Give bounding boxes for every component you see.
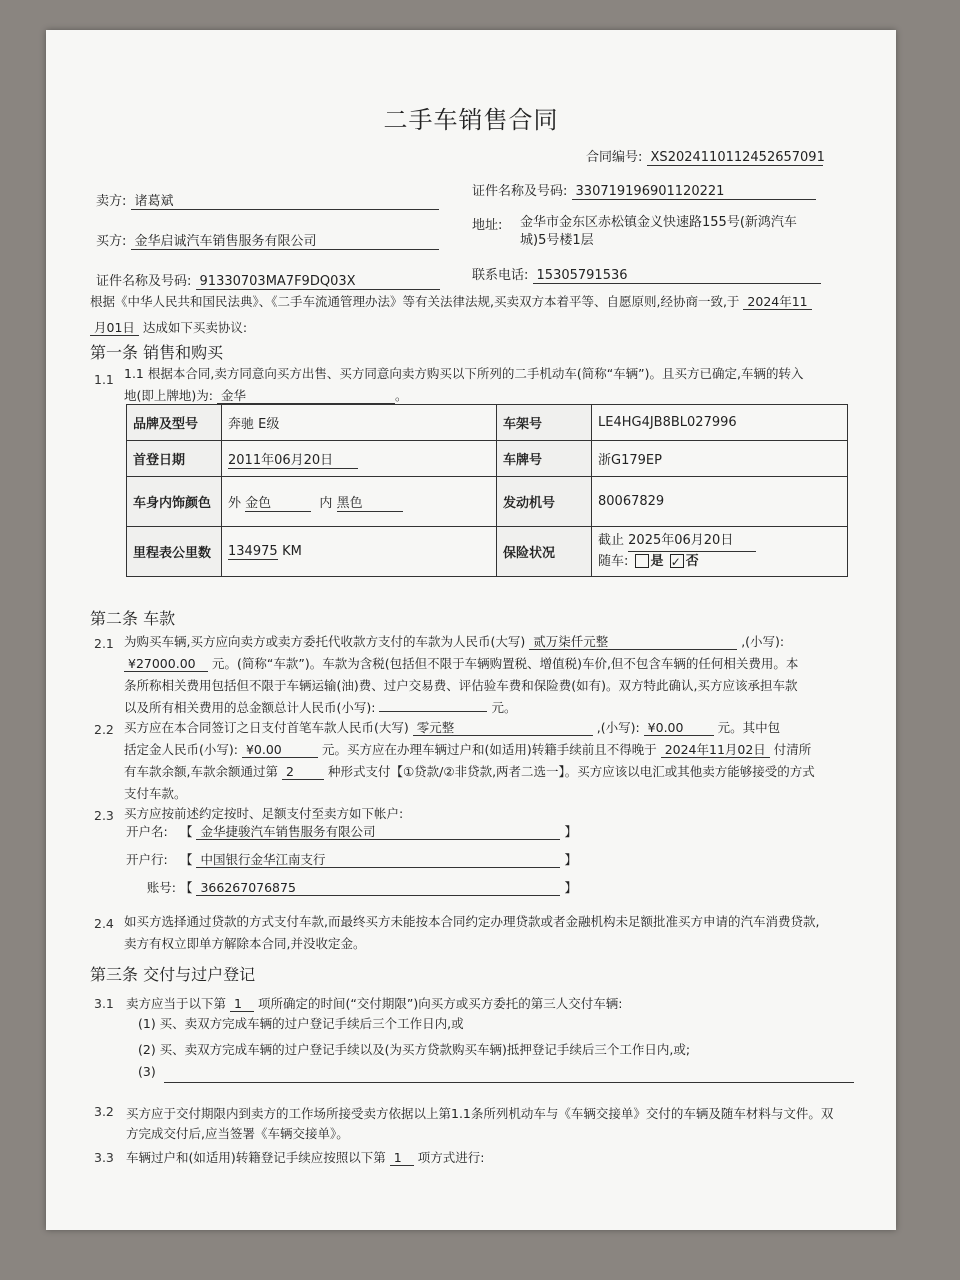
with-car-no-checkbox[interactable]: [670, 554, 684, 568]
mileage-cell: [222, 527, 497, 577]
seller-id-label: 证件名称及号码:: [472, 184, 568, 199]
outer-color: 金色: [245, 492, 311, 512]
clause-2-2-number: 2.2: [94, 722, 114, 737]
clause-2-3-number: 2.3: [94, 808, 114, 823]
clause-2-1-line-1: 为购买车辆,买方应向卖方或卖方委托代收款方支付的车款为人民币(大写) 贰万柒仟元整 ,(小写):: [124, 634, 785, 649]
clause-3-3-number: 3.3: [94, 1150, 114, 1165]
engine-label: 发动机号: [497, 477, 592, 527]
account-bank-row: 开户行: 【 中国银行金华江南支行 】: [126, 852, 577, 867]
insurance-cell: 截止 2025年06月20日 随车: 是 ✓ 否: [592, 527, 848, 577]
address-line-2: 城)5号楼1层: [520, 233, 594, 248]
transfer-option: 1: [390, 1150, 414, 1166]
buyer-name: 金华启诚汽车销售服务有限公司: [131, 234, 439, 250]
mileage-unit: KM: [282, 543, 302, 559]
clause-2-4-line-2: 卖方有权立即单方解除本合同,并没收定金。: [124, 936, 366, 951]
clause-3-3-line-1: 车辆过户和(如适用)转籍登记手续应按照以下第 1 项方式进行:: [126, 1150, 485, 1165]
first-reg-label: 首登日期: [127, 441, 222, 477]
balance-due-date: 2024年11月02日: [661, 742, 770, 758]
brand-value: 奔驰 E级: [222, 405, 497, 441]
clause-1-1-number: 1.1: [94, 372, 114, 387]
engine-value: 80067829: [592, 477, 848, 527]
clause-2-4-line-1: 如买方选择通过贷款的方式支付车款,而最终买方未能按本合同约定办理贷款或者金融机构未足额批准买方申请的汽车消费贷款,: [124, 914, 820, 929]
article-1-title: 第一条 销售和购买: [90, 343, 224, 362]
clause-1-1-line-2: 地(即上牌地)为: 金华 。: [124, 388, 408, 403]
seller-id: 330719196901120221: [572, 184, 816, 200]
contract-number: XS2024110112452657091: [647, 150, 823, 166]
option-3-blank: [164, 1082, 854, 1083]
account-bank: 中国银行金华江南支行: [196, 852, 560, 868]
preamble-line-2: 月01日 达成如下买卖协议:: [90, 318, 247, 336]
table-row: [127, 527, 848, 577]
buyer-row: [96, 230, 439, 250]
vehicle-info-table: [126, 404, 848, 577]
table-row: [127, 441, 848, 477]
plate-label: 车牌号: [497, 441, 592, 477]
article-2-title: 第二条 车款: [90, 609, 176, 628]
clause-3-2-number: 3.2: [94, 1104, 114, 1119]
clause-2-2-line-1: 买方应在本合同签订之日支付首笔车款人民币(大写) 零元整 ,(小写): ¥0.00 元。其中包: [124, 720, 781, 735]
account-number-row: 账号: 【 366267076875 】: [146, 880, 577, 895]
first-reg-cell: [222, 441, 497, 477]
color-label: 车身内饰颜色: [127, 477, 222, 527]
seller-name: 诸葛斌: [131, 194, 439, 210]
total-amount: [379, 711, 487, 712]
article-3-title: 第三条 交付与过户登记: [90, 965, 256, 984]
phone-row: [472, 264, 821, 284]
clause-2-1-line-3: 条所称相关费用包括但不限于车辆运输(油)费、过户交易费、评估验车费和保险费(如有)。双方特此确认,买方应该承担车款: [124, 678, 798, 693]
vin-label: 车架号: [497, 405, 592, 441]
mileage-label: 里程表公里数: [127, 527, 222, 577]
preamble-date-b: 月01日: [90, 320, 139, 336]
clause-2-4-number: 2.4: [94, 916, 114, 931]
preamble-date-a: 2024年11: [743, 294, 811, 310]
clause-2-2-line-4: 支付车款。: [124, 786, 187, 801]
clause-1-1-line-1: 1.1 根据本合同,卖方同意向买方出售、买方同意向卖方购买以下所列的二手机动车(简称“车辆”)。且买方已确定,车辆的转入: [124, 366, 804, 381]
phone-label: 联系电话:: [472, 268, 529, 283]
clause-3-2-line-1: 买方应于交付期限内到卖方的工作场所接受卖方依据以上第1.1条所列机动车与《车辆交接单》交付的车辆及随车材料与文件。双: [126, 1106, 834, 1121]
clause-2-3-line-1: 买方应按前述约定按时、足额支付至卖方如下帐户:: [124, 806, 404, 821]
address-label: 地址:: [472, 218, 503, 233]
with-car-yes-checkbox[interactable]: [635, 554, 649, 568]
account-name: 金华捷骏汽车销售服务有限公司: [196, 824, 560, 840]
plate-value: 浙G179EP: [592, 441, 848, 477]
buyer-label: 买方:: [96, 234, 127, 249]
buyer-id: 91330703MA7F9DQ03X: [196, 274, 440, 290]
seller-id-row: [472, 180, 816, 200]
payment-method: 2: [282, 764, 324, 780]
contract-number-row: [586, 146, 823, 166]
inner-color: 黑色: [337, 492, 403, 512]
clause-2-1-line-4: 以及所有相关费用的总金额总计人民币(小写): 元。: [124, 700, 517, 715]
color-cell: 外 金色 内 黑色: [222, 477, 497, 527]
insurance-until: 2025年06月20日: [628, 531, 756, 552]
table-row: [127, 477, 848, 527]
address-line-1: 金华市金东区赤松镇金义快速路155号(新鸿汽车: [520, 215, 797, 230]
seller-label: 卖方:: [96, 194, 127, 209]
buyer-id-row: [96, 270, 440, 290]
preamble-line-1: 根据《中华人民共和国民法典》、《二手车流通管理办法》等有关法律法规,买卖双方本着平等、自愿原则,经协商一致,于 2024年11: [90, 292, 812, 310]
delivery-option: 1: [230, 996, 254, 1012]
deposit-amount: ¥0.00: [242, 742, 318, 758]
price-lowercase: ¥27000.00: [124, 656, 208, 672]
clause-2-1-number: 2.1: [94, 636, 114, 651]
first-payment-lowercase: ¥0.00: [644, 720, 714, 736]
clause-3-1-option-3: (3): [138, 1064, 156, 1079]
buyer-id-label: 证件名称及号码:: [96, 274, 192, 289]
clause-3-1-option-2: (2) 买、卖双方完成车辆的过户登记手续以及(为买方贷款购买车辆)抵押登记手续后三个工作日内,或;: [138, 1042, 691, 1057]
clause-2-2-line-2: 括定金人民币(小写): ¥0.00 元。买方应在办理车辆过户和(如适用)转籍手续前且不得晚于 2024年11月02日 付清所: [124, 742, 812, 757]
vin-value: LE4HG4JB8BL027996: [592, 405, 848, 441]
document-title: 二手车销售合同: [383, 106, 559, 134]
clause-3-1-number: 3.1: [94, 996, 114, 1011]
clause-2-1-line-2: ¥27000.00 元。(简称“车款”)。车款为含税(包括但不限于车辆购置税、增值税)车价,但不包含车辆的任何相关费用。本: [124, 654, 798, 672]
brand-label: 品牌及型号: [127, 405, 222, 441]
insurance-label: 保险状况: [497, 527, 592, 577]
clause-3-1-line-1: 卖方应当于以下第 1 项所确定的时间(“交付期限”)向买方或买方委托的第三人交付车辆:: [126, 996, 623, 1011]
contract-page: [46, 30, 896, 1230]
first-payment-uppercase: 零元整: [413, 720, 593, 736]
seller-row: [96, 190, 439, 210]
phone-number: 15305791536: [533, 268, 821, 284]
registration-place: 金华: [217, 388, 395, 404]
address-block: [520, 214, 797, 250]
table-row: [127, 405, 848, 441]
clause-2-2-line-3: 有车款余额,车款余额通过第 2 种形式支付【①贷款/②非贷款,两者二选一】。买方应该以电汇或其他卖方能够接受的方式: [124, 764, 815, 779]
mileage-value: 134975: [228, 543, 278, 559]
contract-number-label: 合同编号:: [586, 150, 643, 165]
clause-3-2-line-2: 方完成交付后,应当签署《车辆交接单》。: [126, 1126, 349, 1141]
price-uppercase: 贰万柒仟元整: [529, 634, 737, 650]
first-reg-value: 2011年06月20日: [228, 449, 358, 469]
account-name-row: 开户名: 【 金华捷骏汽车销售服务有限公司 】: [126, 824, 577, 839]
account-number: 366267076875: [196, 880, 560, 896]
clause-3-1-option-1: (1) 买、卖双方完成车辆的过户登记手续后三个工作日内,或: [138, 1016, 464, 1031]
